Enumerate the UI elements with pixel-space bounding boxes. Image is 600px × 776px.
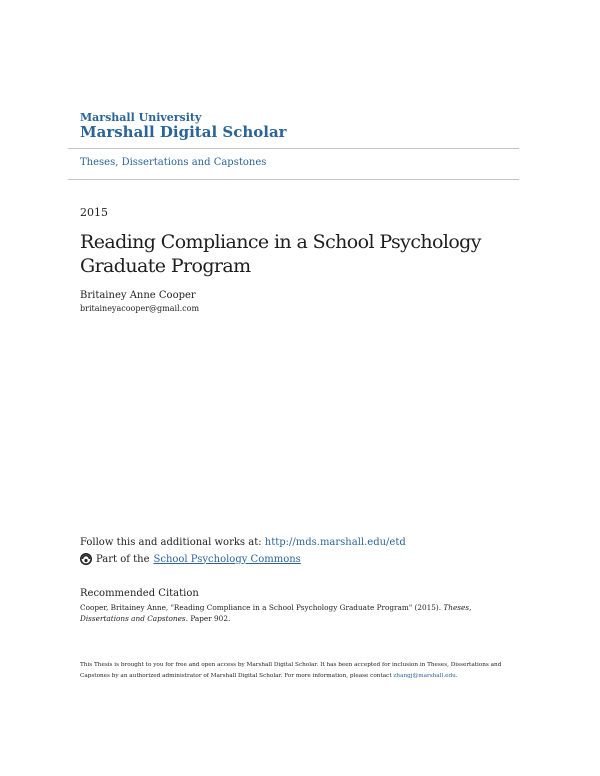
repository-name[interactable]: Marshall Digital Scholar [80, 123, 287, 141]
citation-paper: Paper 902. [190, 614, 231, 623]
footer-text: This Thesis is brought to you for free and open access by Marshall Digital Scholar. It has been accepted for inclusion in Theses, Dissertations and Capstones by an authorized administrator of Marshall Digital Scholar. For more information, please contact [80, 662, 502, 679]
author-name: Britainey Anne Cooper [80, 290, 196, 301]
citation-main: Cooper, Britainey Anne, "Reading Compliance in a School Psychology Graduate Program" (2015). [80, 603, 442, 612]
citation-series: Theses, Dissertations and Capstones. [80, 603, 472, 623]
document-title: Reading Compliance in a School Psychology Graduate Program [80, 231, 481, 277]
open-access-icon [80, 553, 92, 565]
school-psychology-commons-link[interactable]: School Psychology Commons [153, 553, 301, 565]
citation-text [80, 602, 520, 624]
part-of-label: Part of the [96, 553, 150, 565]
contact-email-link[interactable]: zhangj@marshall.edu [393, 673, 456, 679]
divider-top [68, 148, 519, 149]
follow-url-link[interactable]: http://mds.marshall.edu/etd [264, 537, 406, 548]
footer-note [80, 660, 520, 682]
divider-bottom [68, 179, 519, 180]
author-email: britaineyacooper@gmail.com [80, 304, 200, 313]
institution-name: Marshall University [80, 111, 202, 124]
follow-label: Follow this and additional works at: [80, 537, 262, 548]
follow-line [80, 537, 406, 548]
part-of-line [80, 553, 301, 565]
publication-year: 2015 [80, 206, 108, 219]
citation-heading: Recommended Citation [80, 588, 199, 599]
series-link[interactable]: Theses, Dissertations and Capstones [80, 157, 267, 168]
footer-end: . [455, 673, 458, 679]
